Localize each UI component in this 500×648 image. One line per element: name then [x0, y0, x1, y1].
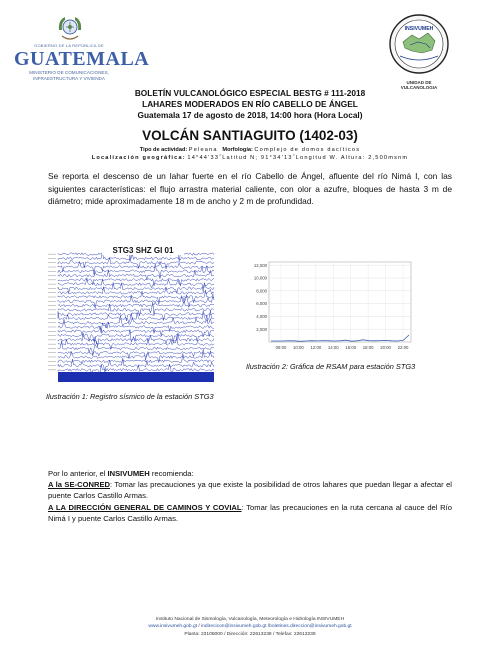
- rsam-x-tick-label: 10:00: [293, 345, 304, 350]
- insiv-unit-caption: UNIDAD DE VULCANOLOGIA: [400, 80, 438, 90]
- rsam-x-tick-label: 14:00: [327, 345, 339, 350]
- rsam-y-tick-label: 8,000: [256, 288, 267, 294]
- location-metadata: [0, 155, 500, 161]
- rsam-x-tick-label: 08:00: [275, 345, 287, 350]
- footer-institute: Instituto Nacional de Sismología, Vulcanología, Meteorología e Hidrología INSIVUMEH: [155, 617, 345, 622]
- seismogram-station-label: STG3 SHZ GI 01: [112, 246, 174, 255]
- rsam-x-tick-label: 18:00: [362, 345, 374, 350]
- bulletin-number: BOLETÍN VULCANOLÓGICO ESPECIAL BESTG # 111-2018: [134, 88, 366, 98]
- footer-sep-1: /: [197, 624, 202, 630]
- footer-links: [0, 623, 500, 630]
- bulletin-subject: LAHARES MODERADOS EN RÍO CABELLO DE ÁNGEL: [142, 99, 358, 109]
- recommendation-2-text: : Tomar las precauciones en la ruta cercana al cauce del Río Nimá I y puente Carlos Castillo Armas.: [48, 502, 452, 523]
- location-label: Localización geográfica:: [91, 155, 186, 161]
- recommendation-1-text: : Tomar las precauciones ya que existe la posibilidad de otros lahares que puedan llegar a afectar el puente Carlos Castillo Armas.: [48, 480, 452, 501]
- footer-email-link-2[interactable]: boletines.direccion@insivumeh.gob.gt: [269, 624, 352, 630]
- rsam-y-tick-label: 4,000: [256, 314, 267, 319]
- volcano-title: VOLCÁN SANTIAGUITO (1402-03): [142, 128, 358, 143]
- ministry-line-1: MINISTERIO DE COMUNICACIONES,: [29, 70, 109, 75]
- insivumeh-seal-icon: [388, 10, 450, 78]
- rsam-y-tick-label: 12,000: [253, 262, 267, 268]
- bulletin-date: Guatemala 17 de agosto de 2018, 14:00 hora (Hora Local): [137, 110, 363, 120]
- rsam-x-tick-label: 22:00: [397, 345, 409, 350]
- footer-sep-2: /: [266, 624, 270, 630]
- rsam-x-tick-label: 12:00: [310, 345, 322, 350]
- morphology-label: Morfología:: [222, 147, 253, 153]
- intro-prefix: Por lo anterior, el: [48, 469, 108, 478]
- seismogram-saturated-band: [58, 372, 214, 382]
- recommendation-1: [48, 479, 452, 501]
- gov-name: GUATEMALA: [14, 48, 150, 70]
- intro-org: INSIVUMEH: [107, 469, 150, 478]
- recommendations-intro: [48, 468, 452, 479]
- activity-label: Tipo de actividad:: [139, 147, 188, 153]
- recommendation-1-label: A la SE-CONRED: [48, 480, 110, 490]
- gov-small-text: GOBIERNO DE LA REPÚBLICA DE: [34, 43, 104, 48]
- rsam-caption: Ilustración 2: Gráfica de RSAM para estación STG3: [246, 362, 416, 371]
- insiv-seal-label: INSIVUMEH: [404, 26, 434, 32]
- recommendation-2-label: A LA DIRECCIÓN GENERAL DE CAMINOS Y COVIAL: [48, 502, 242, 512]
- activity-metadata: [0, 147, 500, 153]
- footer-web-link[interactable]: www.insivumeh.gob.gt: [148, 624, 198, 630]
- activity-value: Peleana: [188, 147, 218, 153]
- rsam-y-tick-label: 6,000: [256, 301, 267, 307]
- rsam-y-tick-label: 10,000: [253, 275, 267, 281]
- recommendation-2: [48, 502, 452, 524]
- rsam-x-tick-label: 20:00: [380, 345, 391, 350]
- footer: [0, 616, 500, 638]
- morphology-value: Complejo de domos dacíticos: [254, 147, 361, 153]
- footer-phones: Planta: 23105000 / Dirección: 22613238 / Telefax: 22613239: [184, 631, 316, 637]
- rsam-chart: [243, 250, 416, 358]
- location-value: 14°44’33˝Latitud N; 91°34’13˝Longitud W. Altura: 2,500msnm: [187, 155, 409, 161]
- rsam-y-tick-label: 2,000: [256, 326, 267, 332]
- seismogram-caption: Ilustración 1: Registro sísmico de la estación STG3: [46, 392, 214, 401]
- recommendations: [48, 468, 452, 524]
- ministry-line-2: INFRAESTRUCTURA Y VIVIENDA: [33, 76, 105, 81]
- footer-email-link-1[interactable]: indirecicon@insivumeh.gob.gt: [201, 624, 267, 630]
- guatemala-government-logo: [14, 14, 150, 84]
- coat-of-arms-icon: [56, 14, 84, 44]
- intro-suffix: recomienda:: [149, 469, 194, 478]
- insivumeh-logo: [388, 10, 450, 88]
- seismogram-image: [46, 244, 216, 386]
- rsam-x-tick-label: 16:00: [345, 345, 357, 350]
- bulletin-body-paragraph: Se reporta el descenso de un lahar fuerte en el río Cabello de Ángel, afluente del río Nimá I, con las siguientes características: el flujo arrastra material caliente, con olor a azufre, bloques de hasta 3 m de diámetro; mide aproximadamente 18 m de ancho y 2 m de profundidad.: [48, 171, 452, 206]
